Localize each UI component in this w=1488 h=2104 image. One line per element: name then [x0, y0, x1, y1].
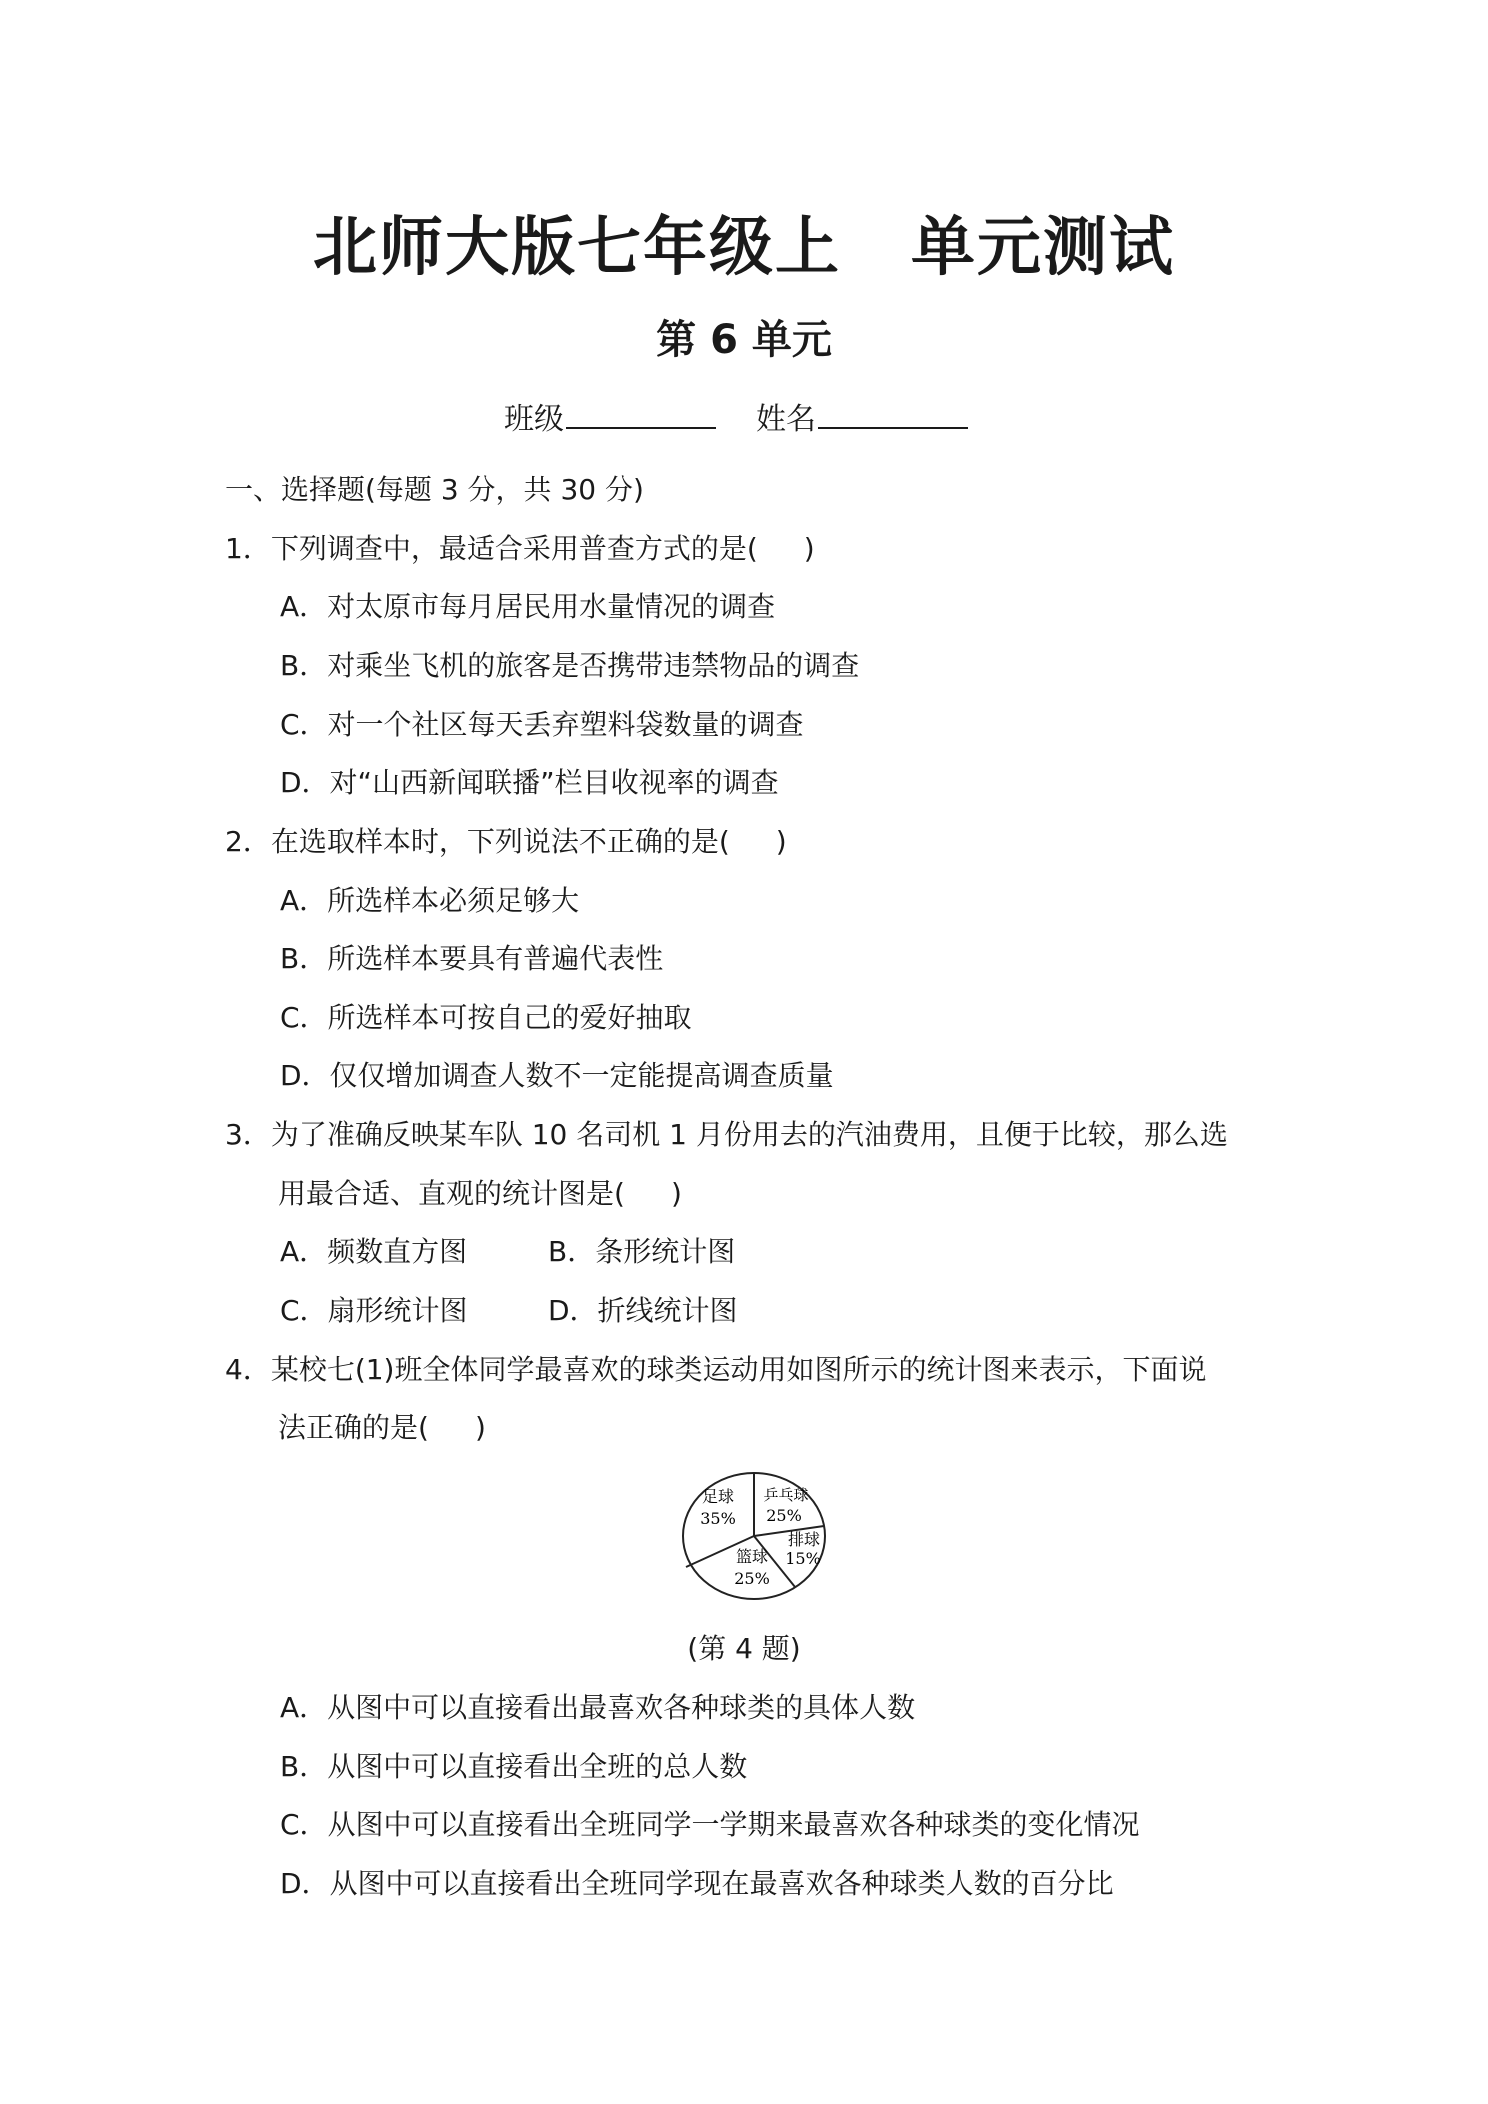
slice-label-pingpong: 乒乓球	[763, 1486, 809, 1504]
question-2-option-a: A．所选样本必须足够大	[280, 884, 580, 917]
question-1-close: )	[803, 532, 815, 565]
slice-label-volleyball: 排球	[787, 1530, 821, 1549]
slice-label-basketball: 篮球	[735, 1547, 769, 1566]
question-1-text: 1．下列调查中，最适合采用普查方式的是(	[225, 532, 758, 565]
question-4-option-a: A．从图中可以直接看出最喜欢各种球类的具体人数	[280, 1691, 916, 1724]
page-title	[0, 196, 1488, 288]
question-4-stem-cont	[278, 1406, 486, 1446]
question-4-option-b: B．从图中可以直接看出全班的总人数	[280, 1750, 748, 1783]
question-4-stem: 4．某校七(1)班全体同学最喜欢的球类运动用如图所示的统计图来表示，下面说	[225, 1353, 1207, 1386]
question-2-text: 2．在选取样本时，下列说法不正确的是(	[225, 825, 730, 858]
question-2-option-b: B．所选样本要具有普遍代表性	[280, 942, 664, 975]
question-2-option-d: D．仅仅增加调查人数不一定能提高调查质量	[280, 1059, 834, 1092]
title-part-1: 北师大版七年级上	[313, 211, 841, 285]
student-info-line	[504, 394, 968, 438]
question-3-stem: 3．为了准确反映某车队 10 名司机 1 月份用去的汽油费用，且便于比较，那么选	[225, 1118, 1228, 1151]
pie-chart	[674, 1468, 834, 1604]
slice-value-pingpong: 25%	[766, 1506, 802, 1525]
slice-value-soccer: 35%	[700, 1509, 736, 1528]
question-3-stem-cont	[278, 1172, 682, 1212]
slice-value-basketball: 25%	[734, 1569, 770, 1588]
question-1-stem	[225, 527, 815, 567]
question-4-option-c: C．从图中可以直接看出全班同学一学期来最喜欢各种球类的变化情况	[280, 1808, 1140, 1841]
question-3-option-a: A．频数直方图	[280, 1235, 468, 1268]
question-4-option-d: D．从图中可以直接看出全班同学现在最喜欢各种球类人数的百分比	[280, 1867, 1114, 1900]
question-3-option-b: B．条形统计图	[548, 1235, 736, 1268]
question-2-stem	[225, 820, 787, 860]
question-4-close: )	[474, 1411, 486, 1444]
name-blank[interactable]	[818, 397, 968, 429]
question-4-text-cont: 法正确的是(	[278, 1411, 429, 1444]
figure-caption: (第 4 题)	[687, 1632, 801, 1665]
question-2-close: )	[775, 825, 787, 858]
unit-heading: 第 6 单元	[656, 317, 832, 363]
question-3-option-c: C．扇形统计图	[280, 1294, 468, 1327]
question-1-option-a: A．对太原市每月居民用水量情况的调查	[280, 590, 776, 623]
question-3-text-cont: 用最合适、直观的统计图是(	[278, 1177, 625, 1210]
name-label: 姓名	[756, 402, 816, 437]
question-3-close: )	[670, 1177, 682, 1210]
question-1-option-b: B．对乘坐飞机的旅客是否携带违禁物品的调查	[280, 649, 860, 682]
slice-label-soccer: 足球	[701, 1487, 735, 1506]
question-1-option-c: C．对一个社区每天丢弃塑料袋数量的调查	[280, 708, 804, 741]
slice-value-volleyball: 15%	[785, 1549, 821, 1568]
question-1-option-d: D．对“山西新闻联播”栏目收视率的调查	[280, 766, 779, 799]
section-heading: 一、选择题(每题 3 分，共 30 分)	[225, 473, 644, 506]
question-2-option-c: C．所选样本可按自己的爱好抽取	[280, 1001, 692, 1034]
class-blank[interactable]	[566, 397, 716, 429]
question-3-option-d: D．折线统计图	[548, 1294, 738, 1327]
class-label: 班级	[504, 402, 564, 437]
title-part-2: 单元测试	[911, 211, 1175, 285]
